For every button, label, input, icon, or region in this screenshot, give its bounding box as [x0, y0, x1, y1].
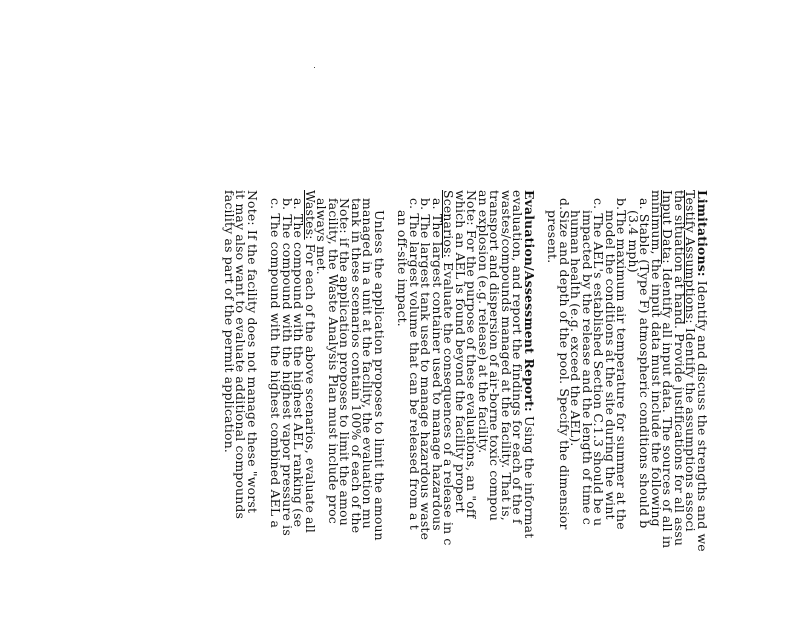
text-line: facility, the Waste Analysis Plan must include proc [326, 198, 341, 524]
list-item: d.Size and depth of the pool. Specify the dimensior [557, 198, 572, 530]
evaluation-report-label: Evaluation/Assessment Report: [522, 190, 537, 412]
scan-speck [314, 67, 315, 68]
text-line: tank in these scenarios contain 100% of each of the [349, 198, 364, 534]
list-item: b. The largest tank used to manage hazardous waste [418, 198, 434, 541]
limitations-label: Limitations: [695, 190, 710, 277]
input-data-text: Identify all input data. The sources of all in [660, 263, 676, 549]
wastes-text: For each of the above scenarios, evaluate all [303, 239, 318, 534]
list-item: a. The largest container used to manage hazardous [430, 198, 445, 531]
text-line: managed in a unit at the facility, the evaluation mu [360, 198, 376, 529]
rotated-text-block [118, 190, 708, 618]
list-item: c. The largest volume that can be released from a t [407, 198, 422, 530]
scenarios-label: Scenarios: [441, 190, 457, 259]
text-line: evaluation, and report the findings for each of the f [510, 190, 526, 524]
text-line: it may also want to evaluate additional compounds [233, 190, 249, 520]
note-line: Note: if the application proposes to limit the amou [337, 198, 353, 526]
text-line: which an AEL is found beyond the facility propert [453, 190, 468, 513]
evaluation-report-text: Using the informat [522, 411, 537, 539]
list-item: b. The compound with the highest vapor pressure is [280, 198, 295, 536]
wastes-label: Wastes: [303, 190, 318, 240]
text-line: wastes/compounds managed at the facility. That is, [499, 190, 514, 521]
text-line: minimum, the input data must include the following [649, 190, 664, 527]
text-line: an explosion (e.g. release) at the facility. [476, 190, 491, 454]
note-line: Note: If the facility does not manage these "worst [245, 190, 260, 514]
text-line: human health (e.g. exceed the AEL). [568, 210, 584, 447]
text-line: (3.4 mph) [626, 210, 641, 273]
text-line: the situation at hand. Provide justifications for all assu [672, 190, 687, 547]
list-item: c. The AEL's established Section C.1.3 should be u [591, 198, 607, 527]
text-line: present. [545, 210, 561, 264]
text-line: Unless the application proposes to limit the amoun [372, 210, 387, 541]
text-line: facility as part of the permit application. [222, 190, 237, 454]
text-line: transport and dispersion of air-borne toxic compou [487, 190, 503, 522]
input-data-label: Input Data: [660, 190, 676, 264]
list-item: c. The compound with the highest combined AEL a [268, 198, 284, 529]
list-item: a. Stable (Type F) atmospheric conditions should b [637, 198, 653, 529]
text-line: model the conditions at the site during the wint [603, 210, 618, 520]
list-item: a. The compound with the highest AEL ranking (se [291, 198, 307, 528]
note-line: Note: For the purpose of these evaluations, an "off [464, 190, 480, 519]
assumptions-text: Identify the assumptions associ [683, 323, 699, 532]
text-line: an off-site impact. [395, 210, 411, 327]
assumptions-label: Testify Assumptions: [683, 190, 699, 324]
limitations-text: Identify and discuss the strengths and we [695, 276, 710, 552]
list-item: b.The maximum air temperature for summer at the [614, 198, 630, 530]
scenarios-text: Evaluate the consequences of a release in c [441, 258, 457, 546]
text-line: impacted by the release and the length of time c [580, 210, 595, 525]
text-line: always met. [314, 198, 330, 275]
